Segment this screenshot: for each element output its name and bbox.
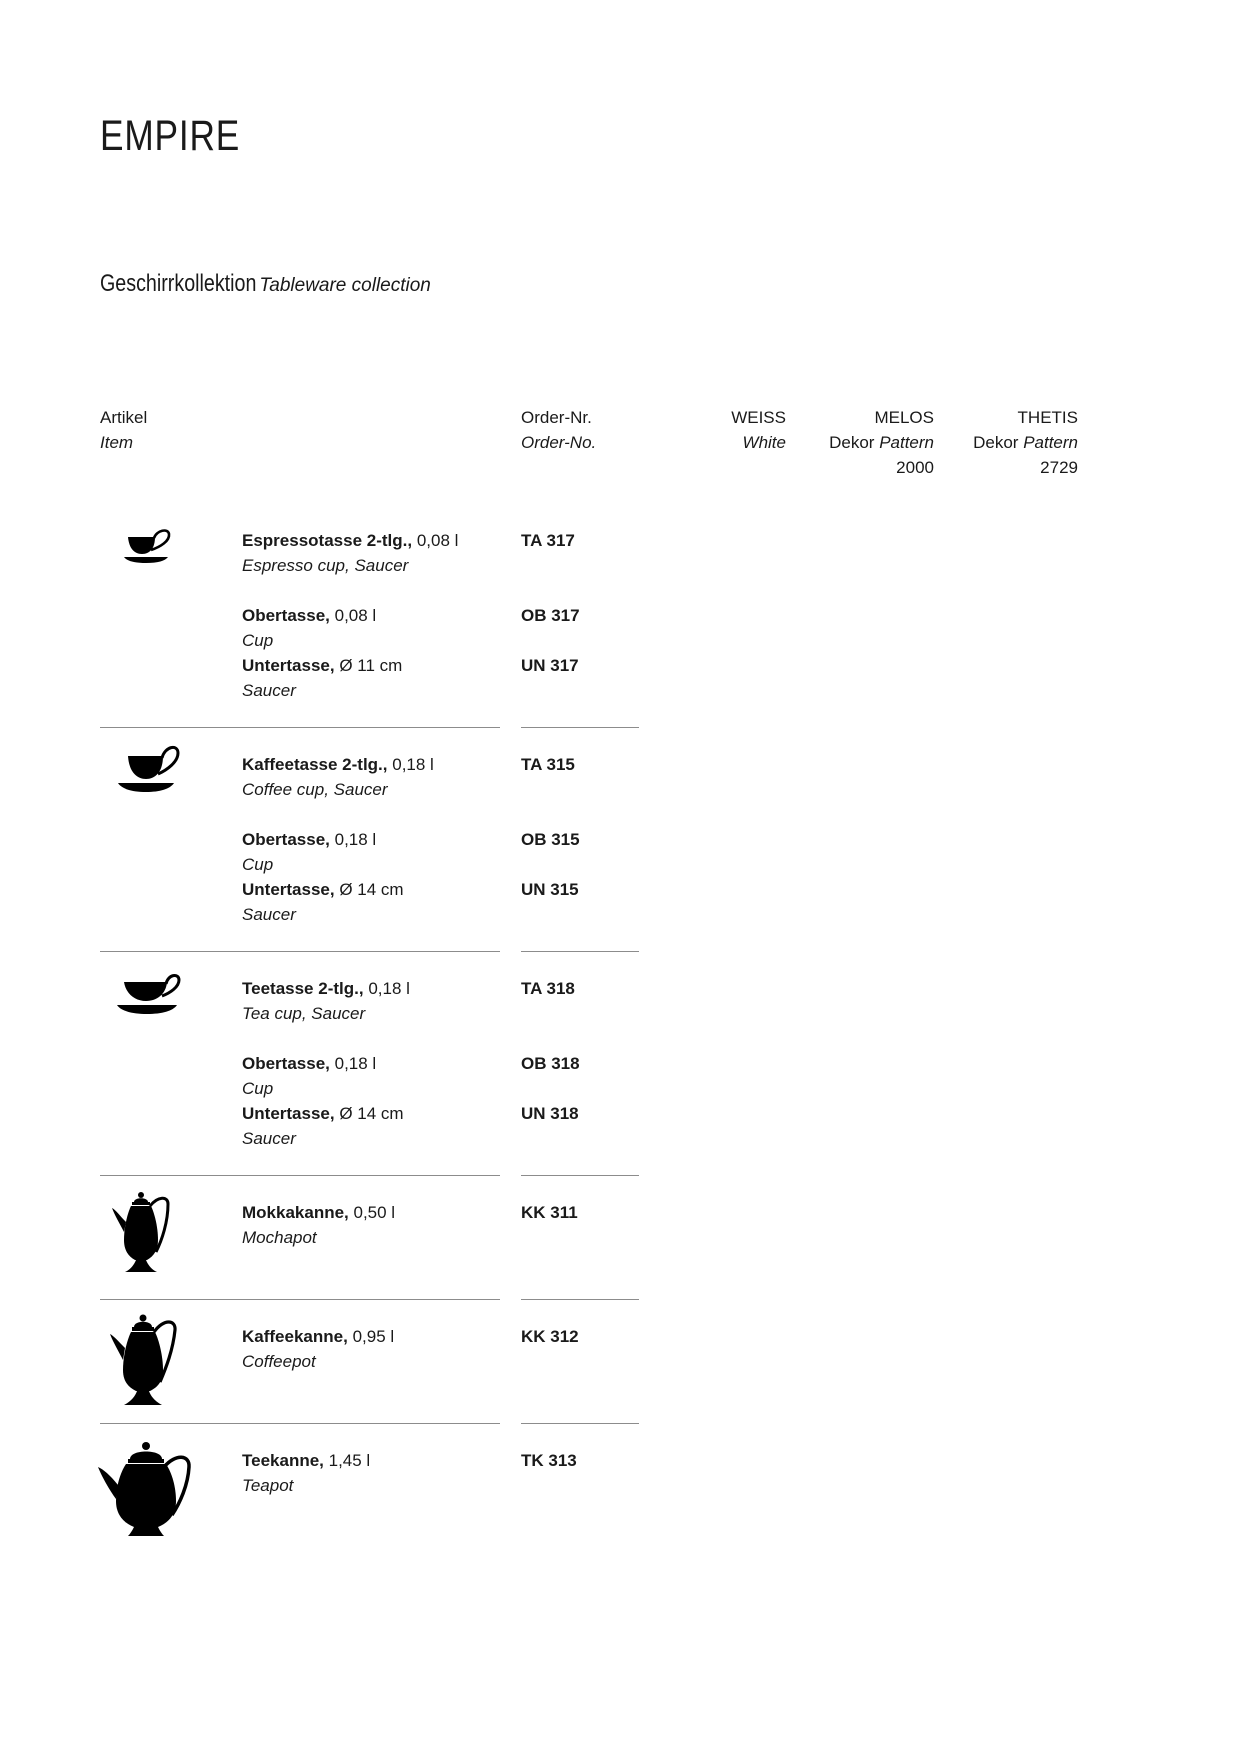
item-name: Obertasse, [242,830,330,849]
row-divider [521,951,639,952]
item-name: Teekanne, [242,1451,324,1470]
header-thetis-pattern-en: Pattern [1023,433,1078,452]
list-item [242,827,376,877]
item-english: Saucer [242,1129,296,1148]
list-item [242,1101,404,1151]
order-number: TA 315 [521,755,575,774]
item-english: Coffee cup, Saucer [242,780,388,799]
mochapot-icon [112,1192,180,1276]
tea-cup-icon [117,972,183,1018]
item-english: Tea cup, Saucer [242,1004,366,1023]
subtitle-german: Geschirrkollektion [100,270,257,297]
item-name: Teetasse 2-tlg., [242,979,364,998]
item-name: Kaffeekanne, [242,1327,348,1346]
row-divider [521,1175,639,1176]
header-melos-pattern [780,430,934,455]
header-thetis-number: 2729 [1040,458,1078,477]
header-weiss-de: WEISS [731,408,786,427]
item-size: 0,18 l [334,830,377,849]
item-english: Mochapot [242,1228,317,1247]
list-item [242,653,402,703]
order-number: TA 318 [521,979,575,998]
item-english: Cup [242,1079,274,1098]
item-english: Cup [242,631,274,650]
list-item [242,976,410,1026]
order-number: OB 315 [521,830,580,849]
item-name: Obertasse, [242,606,330,625]
item-size: Ø 14 cm [339,1104,404,1123]
header-melos-dekor: Dekor [829,433,875,452]
item-size: 0,08 l [416,531,459,550]
header-thetis-de: THETIS [1017,408,1078,427]
list-item [242,1051,376,1101]
row-divider [521,1423,639,1424]
page-subtitle [100,270,431,298]
teapot-icon [98,1441,196,1541]
row-divider [100,1299,500,1300]
header-order-en: Order-No. [521,433,597,452]
row-divider [100,727,500,728]
item-size: 0,95 l [352,1327,395,1346]
header-thetis-pattern [920,430,1078,455]
item-size: 0,18 l [334,1054,377,1073]
page-title: EMPIRE [100,112,241,160]
item-name: Untertasse, [242,880,335,899]
list-item [242,1200,395,1250]
row-divider [100,1175,500,1176]
order-number: UN 318 [521,1104,579,1123]
list-item [242,1448,370,1498]
item-name: Obertasse, [242,1054,330,1073]
header-melos-pattern-en: Pattern [879,433,934,452]
coffee-cup-icon [118,744,182,796]
item-name: Mokkakanne, [242,1203,349,1222]
item-name: Espressotasse 2-tlg., [242,531,413,550]
header-melos-de: MELOS [874,408,934,427]
header-melos [780,405,934,480]
header-thetis [920,405,1078,480]
header-weiss-en: White [742,433,786,452]
order-number: TK 313 [521,1451,577,1470]
item-size: Ø 14 cm [339,880,404,899]
item-size: 1,45 l [328,1451,371,1470]
item-name: Kaffeetasse 2-tlg., [242,755,388,774]
item-size: 0,08 l [334,606,377,625]
order-number: OB 318 [521,1054,580,1073]
item-english: Saucer [242,905,296,924]
row-divider [100,951,500,952]
header-order-de: Order-Nr. [521,408,592,427]
order-number: KK 312 [521,1327,579,1346]
subtitle-english: Tableware collection [259,275,431,296]
order-number: OB 317 [521,606,580,625]
item-size: 0,18 l [368,979,410,998]
row-divider [521,727,639,728]
item-english: Espresso cup, Saucer [242,556,409,575]
order-number: KK 311 [521,1203,578,1222]
item-name: Untertasse, [242,656,335,675]
header-weiss [660,405,786,455]
list-item [242,1324,394,1374]
list-item [242,877,404,927]
item-name: Untertasse, [242,1104,335,1123]
row-divider [100,1423,500,1424]
coffeepot-icon [110,1314,186,1410]
item-english: Teapot [242,1476,294,1495]
list-item [242,752,434,802]
header-thetis-dekor: Dekor [973,433,1019,452]
item-size: 0,50 l [353,1203,396,1222]
item-size: Ø 11 cm [339,656,403,675]
list-item [242,603,376,653]
item-english: Coffeepot [242,1352,316,1371]
item-size: 0,18 l [392,755,434,774]
header-item [100,405,147,455]
item-english: Saucer [242,681,296,700]
header-melos-number: 2000 [896,458,934,477]
header-item-en: Item [100,433,134,452]
row-divider [521,1299,639,1300]
espresso-cup-icon [124,526,174,566]
header-item-de: Artikel [100,408,148,427]
order-number: UN 317 [521,656,579,675]
order-number: UN 315 [521,880,579,899]
header-order [521,405,596,455]
order-number: TA 317 [521,531,575,550]
list-item [242,528,458,578]
item-english: Cup [242,855,274,874]
